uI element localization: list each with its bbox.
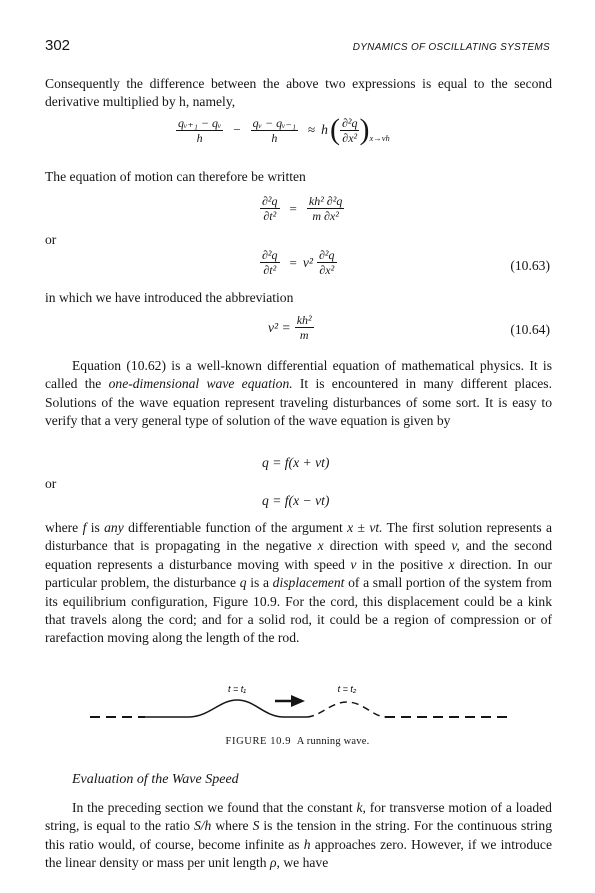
running-wave-figure (85, 680, 510, 730)
equation-number-10-64: (10.64) (510, 322, 550, 337)
label-t2: t = t₂ (337, 684, 357, 694)
equation-number-10-63: (10.63) (510, 258, 550, 273)
fraction-numerator: ∂²q (341, 115, 358, 130)
fraction-denominator: m (299, 328, 309, 342)
page-header (45, 37, 550, 57)
fraction-denominator: m ∂x² (312, 209, 339, 223)
fraction-denominator: ∂t² (263, 263, 277, 277)
fraction-denominator: ∂x² (342, 130, 358, 145)
equation-difference: $\frac{\text{qᵥ₊₁ − qᵥ}}{h}$ − $\frac{\text{qᵥ − qᵥ₋₁}}{h}$ ≈ h ( $\frac{\text{∂²q}}{\text{∂x²}}$ ) x→νh (178, 113, 390, 146)
paragraph-3: in which we have introduced the abbreviation (45, 290, 294, 305)
fraction-denominator: h (196, 130, 203, 145)
fraction-numerator: ∂²q (262, 248, 278, 262)
term-wave-equation: one-dimensional wave equation. (108, 376, 293, 392)
paragraph-1: Consequently the difference between the above two expressions is equal to the second derivative multiplied by h, namely, (45, 76, 552, 110)
paragraph-4: Equation (10.62) is a well-known differential equation of mathematical physics. It is called the one-dimensional wave equation. It is encountered in many different places. Solutions of the wave equation represent traveling disturbances of some sort. It is easy to verify that a very general type of solution of the wave equation is given by (45, 358, 552, 429)
fraction-numerator: kh² (296, 313, 312, 327)
fraction-backward (251, 116, 298, 145)
solution-2: q = f(x − vt) (262, 493, 330, 508)
fraction-denominator: ∂x² (319, 263, 335, 277)
approx-symbol: ≈ (308, 122, 316, 137)
fraction-numerator: ∂²q (262, 194, 278, 208)
or-connector-2: or (45, 476, 57, 491)
fraction-numerator: kh² ∂²q (308, 194, 343, 208)
fraction-rhs (307, 194, 344, 223)
equation-lhs: v² = (268, 319, 291, 335)
fraction-forward (176, 116, 223, 145)
fraction-numerator: ∂²q (318, 248, 335, 262)
paragraph-6: In the preceding section we found that the constant k, for transverse motion of a loaded string, is equal to the ratio S/h where S is the tension in the string. For the continuous string this ratio would, of course, become infinite as h approaches zero. However, if we introduce the linear density or mass per unit length ρ, we have (45, 800, 552, 871)
figure-caption (0, 736, 595, 747)
arrow-head-icon (291, 695, 305, 707)
wave-speed-squared: v² (302, 254, 313, 270)
solution-1: q = f(x + vt) (262, 455, 330, 470)
fraction-rhs (317, 248, 337, 277)
fraction-numerator: qᵥ − qᵥ₋₁ (252, 115, 296, 130)
wave-pulse-t2 (307, 702, 385, 717)
caption-label: FIGURE 10.9 (225, 736, 292, 747)
fraction-denominator: ∂t² (263, 209, 277, 223)
section-title: Evaluation of the Wave Speed (72, 772, 239, 787)
factor-h: h (321, 122, 328, 137)
fraction-denominator: h (271, 130, 278, 145)
paragraph-5: where f is any differentiable function of the argument x ± vt. The first solution represents a disturbance that is propagating in the negative x direction with speed v, and the second equation represents a disturbance moving with speed v in the positive x direction. In our particular problem, the disturbance q is a displacement of a small portion of the system from its equilibrium configuration, Figure 10.9. For the cord, this displacement could be a kink that travels along the cord; and for a solid rod, it could be a region of compression or of rarefaction moving along the length of the rod. (45, 520, 552, 646)
fraction-lhs (260, 194, 280, 223)
equation-motion-1: $\frac{\text{∂²q}}{\text{∂t²}}$ = $\frac{\text{kh² ∂²q}}{\text{m ∂x²}}$ (262, 194, 343, 223)
fraction-numerator: qᵥ₊₁ − qᵥ (178, 115, 222, 130)
wave-pulse-t1 (145, 700, 307, 717)
equation-motion-2: $\frac{\text{∂²q}}{\text{∂t²}}$ = v² $\frac{\text{∂²q}}{\text{∂x²}}$ (262, 248, 335, 277)
paragraph-2: The equation of motion can therefore be written (45, 169, 306, 184)
label-t1: t = t₁ (227, 684, 247, 694)
evaluation-subscript: x→νh (369, 133, 390, 143)
or-connector-1: or (45, 232, 57, 247)
fraction-second-derivative (340, 116, 360, 145)
caption-text: A running wave. (296, 736, 370, 747)
equation-abbreviation (268, 313, 318, 342)
page-number: 302 (45, 37, 71, 54)
fraction-lhs (260, 248, 280, 277)
running-head: DYNAMICS OF OSCILLATING SYSTEMS (352, 42, 550, 53)
fraction-rhs (295, 313, 314, 342)
